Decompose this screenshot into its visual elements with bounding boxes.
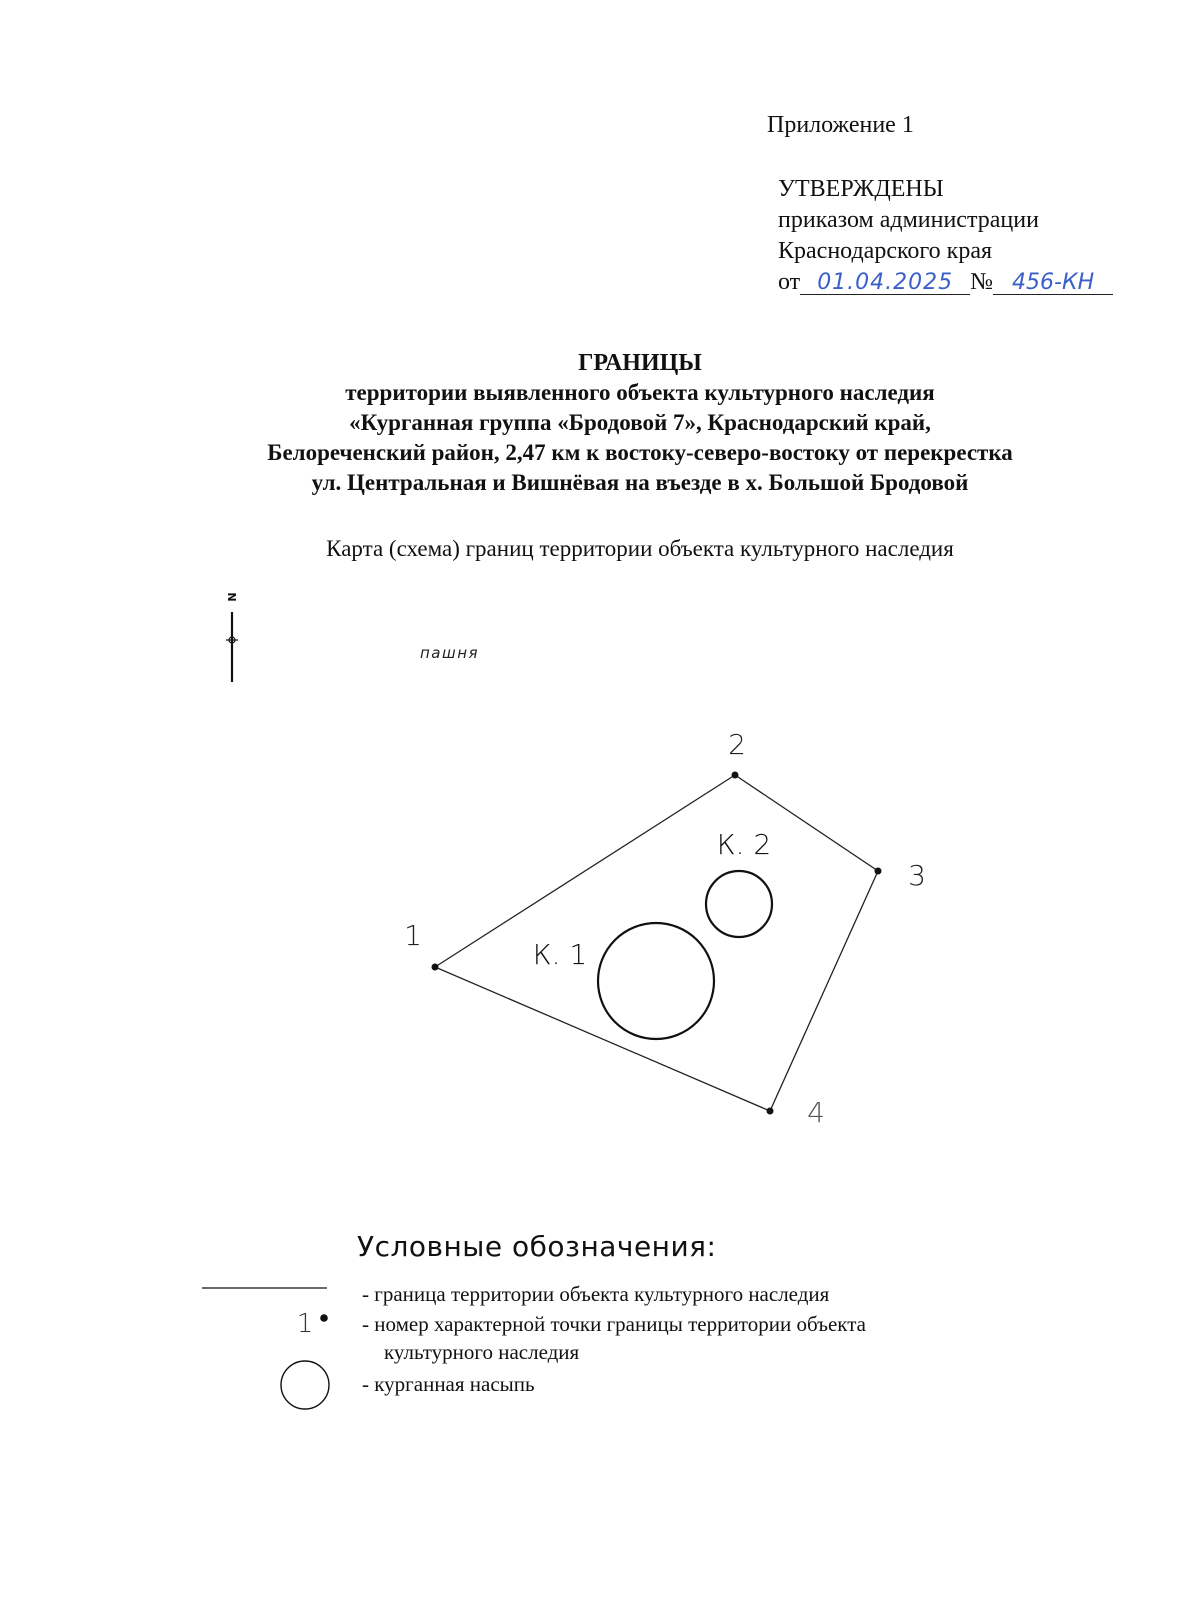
heritage-boundary-line xyxy=(435,775,878,1111)
legend-item-mound: - курганная насыпь xyxy=(362,1372,535,1396)
order-date-handwritten: 01.04.2025 xyxy=(800,272,970,295)
map-caption: Карта (схема) границ территории объекта культурного наследия xyxy=(326,536,954,561)
legend-title: Условные обозначения: xyxy=(357,1230,717,1263)
order-number-handwritten: 456-КН xyxy=(993,272,1113,295)
approval-line-2: Краснодарского края xyxy=(778,238,993,264)
number-prefix: № xyxy=(970,269,994,295)
mound-label-k1: К. 1 xyxy=(532,938,588,971)
boundary-point-4 xyxy=(767,1108,774,1115)
approval-line-1: приказом администрации xyxy=(778,207,1039,233)
legend-item-boundary: - граница территории объекта культурного наследия xyxy=(362,1282,830,1306)
legend-point-number: 1 xyxy=(296,1309,314,1339)
north-arrow-icon xyxy=(225,592,238,682)
date-prefix: от xyxy=(778,269,801,295)
boundary-point-3 xyxy=(875,868,882,875)
point-label-2: 2 xyxy=(728,728,746,761)
mound-k2 xyxy=(706,871,772,937)
point-label-4: 4 xyxy=(807,1096,825,1129)
legend-item-point: - номер характерной точки границы территории объекта xyxy=(362,1312,866,1336)
approval-heading: УТВЕРЖДЕНЫ xyxy=(778,176,944,202)
title-line-1: территории выявленного объекта культурного наследия xyxy=(345,380,935,405)
point-label-3: 3 xyxy=(908,859,926,892)
legend-circle-icon xyxy=(281,1361,329,1409)
legend-point-dot-icon xyxy=(320,1314,328,1322)
boundary-point-1 xyxy=(432,964,439,971)
mound-label-k2: К. 2 xyxy=(716,828,772,861)
title-line-3: Белореченский район, 2,47 км к востоку-северо-востоку от перекрестка xyxy=(267,440,1013,465)
land-use-label: пашня xyxy=(420,644,480,662)
point-label-1: 1 xyxy=(404,919,422,952)
boundary-point-2 xyxy=(732,772,739,779)
title-line-2: «Курганная группа «Бродовой 7», Краснодарский край, xyxy=(349,410,931,435)
appendix-label: Приложение 1 xyxy=(767,112,914,138)
legend-item-point-continued: культурного наследия xyxy=(384,1340,580,1364)
title-line-4: ул. Центральная и Вишнёвая на въезде в х. Большой Бродовой xyxy=(311,470,969,495)
mound-k1 xyxy=(598,923,714,1039)
north-label: N xyxy=(225,592,238,602)
title-heading: ГРАНИЦЫ xyxy=(578,350,702,376)
